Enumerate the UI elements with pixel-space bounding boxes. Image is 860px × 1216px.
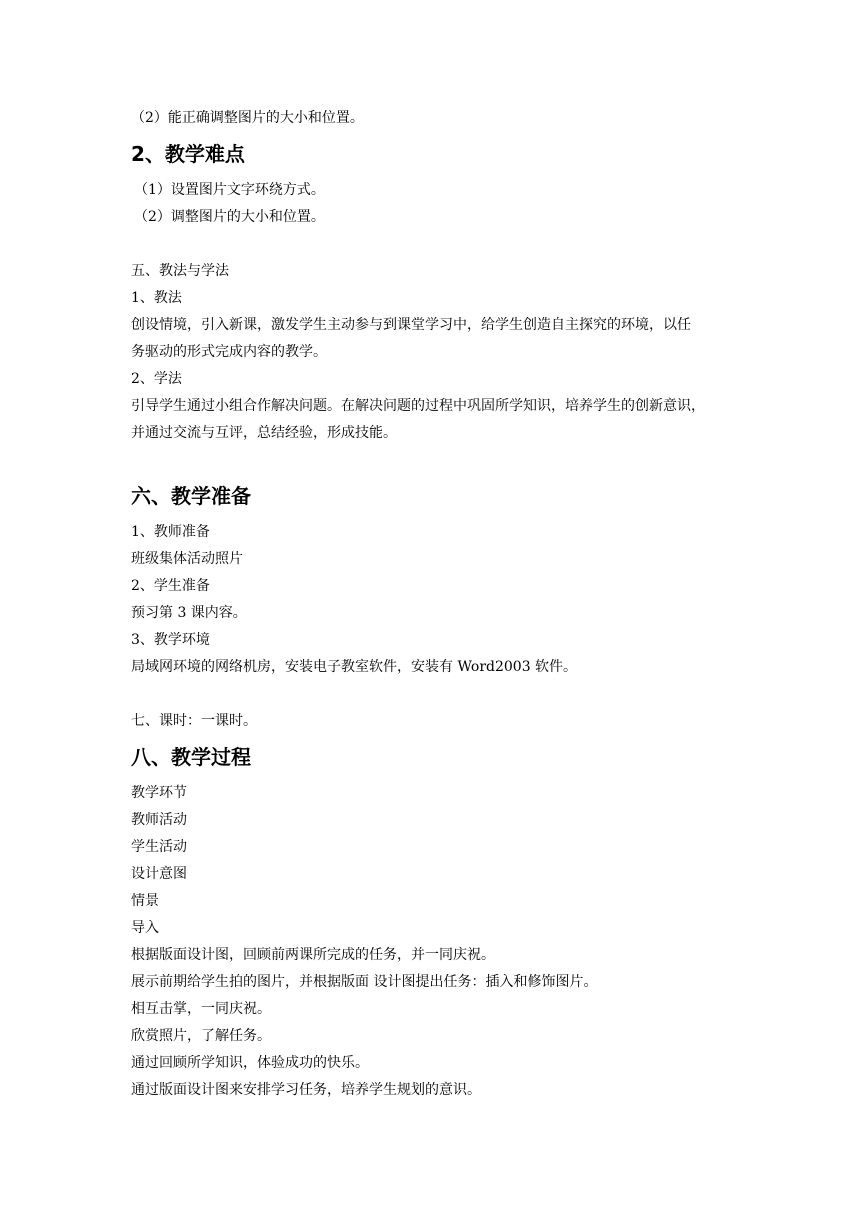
difficulty-1: （1）设置图片文字环绕方式。	[134, 182, 325, 198]
process-line: 导入	[131, 920, 159, 936]
student-prep-label: 2、学生准备	[131, 578, 210, 594]
teacher-prep-text: 班级集体活动照片	[131, 551, 243, 567]
process-line: 根据版面设计图，回顾前两课所完成的任务，并一同庆祝。	[131, 947, 495, 963]
heading-class-hours: 七、课时：一课时。	[131, 713, 257, 729]
key-point-2: （2）能正确调整图片的大小和位置。	[131, 110, 364, 126]
process-line: 通过回顾所学知识，体验成功的快乐。	[131, 1055, 369, 1071]
learning-method-text-1: 引导学生通过小组合作解决问题。在解决问题的过程中巩固所学知识，培养学生的创新意识，	[131, 398, 705, 414]
process-line: 学生活动	[131, 839, 187, 855]
environment-text: 局域网环境的网络机房，安装电子教室软件，安装有 Word2003 软件。	[131, 659, 578, 675]
process-line: 教学环节	[131, 785, 187, 801]
process-line: 相互击掌，一同庆祝。	[131, 1001, 271, 1017]
process-line: 教师活动	[131, 812, 187, 828]
heading-teaching-difficulty: 2、教学难点	[131, 142, 245, 166]
teaching-method-text-1: 创设情境，引入新课，激发学生主动参与到课堂学习中，给学生创造自主探究的环境，以任	[131, 317, 691, 333]
learning-method-label: 2、学法	[131, 371, 182, 387]
process-line: 欣赏照片，了解任务。	[131, 1028, 271, 1044]
heading-methods: 五、教法与学法	[131, 263, 229, 279]
difficulty-2: （2）调整图片的大小和位置。	[134, 209, 325, 225]
teacher-prep-label: 1、教师准备	[131, 524, 210, 540]
heading-preparation: 六、教学准备	[131, 484, 251, 508]
process-line: 展示前期给学生拍的图片，并根据版面 设计图提出任务：插入和修饰图片。	[131, 974, 598, 990]
heading-teaching-process: 八、教学过程	[131, 745, 251, 769]
process-line: 通过版面设计图来安排学习任务，培养学生规划的意识。	[131, 1082, 481, 1098]
student-prep-text: 预习第 3 课内容。	[131, 605, 247, 621]
teaching-method-text-2: 务驱动的形式完成内容的教学。	[131, 344, 327, 360]
process-line: 情景	[131, 893, 159, 909]
learning-method-text-2: 并通过交流与互评，总结经验，形成技能。	[131, 425, 397, 441]
process-line: 设计意图	[131, 866, 187, 882]
environment-label: 3、教学环境	[131, 632, 210, 648]
teaching-method-label: 1、教法	[131, 290, 182, 306]
